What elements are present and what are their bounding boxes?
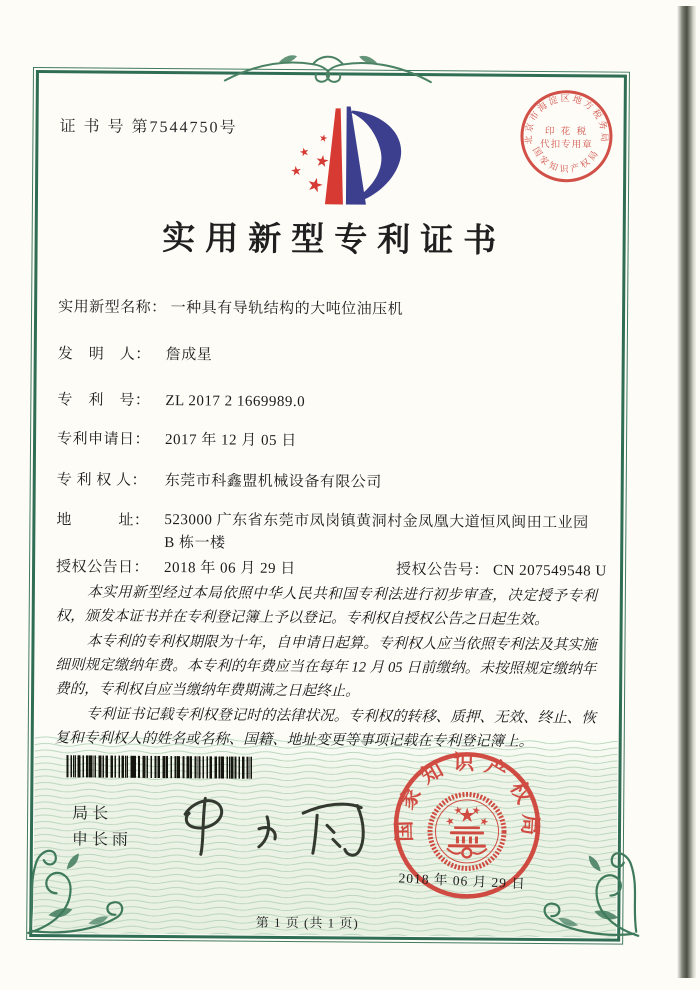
- field-row-patentee: [57, 468, 382, 492]
- field-row-filing-date: [57, 427, 297, 450]
- field-label: 授权公告号：: [395, 561, 490, 579]
- field-label: 专 利 号：: [57, 392, 151, 409]
- paper-edge-shadow: [677, 6, 696, 978]
- field-label: 专利申请日：: [57, 431, 151, 448]
- field-value: ZL 2017 2 1669989.0: [165, 393, 306, 411]
- tax-stamp-ring-bottom: 国家知识产权局: [530, 145, 602, 175]
- cnipa-seal-text: 国家知识产权局: [391, 750, 543, 846]
- field-value: 2017 年 12 月 05 日: [165, 432, 297, 450]
- paragraph-1: 本实用新型经过本局依照中华人民共和国专利法进行初步审查，决定授予专利权，颁发本证书并在专利登记簿上予以登记。专利权自授权公告之日起生效。: [55, 584, 597, 628]
- field-label: 地 址：: [56, 512, 150, 529]
- field-row-patent-number: [57, 388, 305, 411]
- signer-block: [72, 806, 132, 858]
- svg-text:国家知识产权局: [391, 750, 543, 845]
- barcode: [66, 755, 252, 778]
- field-value: CN 207549548 U: [493, 562, 607, 580]
- field-label: 专 利 权 人：: [56, 472, 148, 489]
- field-grant-number: [396, 558, 607, 581]
- field-row-name: [58, 295, 403, 319]
- tax-stamp-ring-top: 北京市海淀区地方税务局: [523, 93, 610, 145]
- tax-withholding-stamp: [516, 86, 617, 187]
- field-value: 523000 广东省东莞市凤岗镇黄洞村金凤凰大道恒风闽田工业园 B 栋一楼: [164, 512, 589, 552]
- paragraph-3: 专利证书记载专利权登记时的法律状况。专利权的转移、质押、无效、终止、恢复和专利权人的姓名或名称、国籍、地址变更等事项记载在专利登记簿上。: [54, 706, 596, 750]
- certificate-number: 证 书 号 第7544750号: [59, 118, 238, 137]
- legal-text: [55, 581, 597, 757]
- svg-text:北京市海淀区地方税务局: [522, 92, 611, 145]
- signer-name: 申长雨: [71, 831, 133, 849]
- page-number: 第 1 页 (共 1 页): [255, 914, 359, 931]
- tax-stamp-line1: 印 花 税: [544, 127, 589, 138]
- field-label: 实用新型名称：: [58, 299, 167, 317]
- field-value: 东莞市科鑫盟机械设备有限公司: [164, 473, 382, 491]
- field-row-address: [56, 508, 596, 559]
- field-value: 一种具有导轨结构的大吨位油压机: [170, 300, 404, 318]
- field-label: 发 明 人：: [57, 346, 151, 363]
- top-border-flourish: [219, 48, 437, 102]
- certificate-title: 实用新型专利证书: [162, 221, 507, 260]
- signer-title: 局长: [72, 805, 113, 823]
- national-emblem: [430, 794, 505, 869]
- cnipa-logo: [279, 105, 422, 208]
- field-row-inventor: [58, 342, 213, 364]
- director-signature: [175, 788, 381, 868]
- logo-red-wedge: [325, 108, 344, 204]
- field-row-grant: [56, 555, 607, 580]
- paragraph-2: 本专利的专利权期限为十年，自申请日起算。专利权人应当依照专利法及其实施细则规定缴纳年费。本专利的年费应当在每年 12 月 05 日前缴纳。未按照规定缴纳年费的，专利权自应当缴纳年费期满之日起终止。: [55, 633, 597, 700]
- tax-stamp-line2: 代扣专用章: [540, 139, 593, 151]
- field-label: 授权公告日：: [56, 559, 150, 576]
- logo-blue-wedge: [346, 106, 367, 204]
- patent-certificate: [26, 67, 630, 945]
- seal-date: 2018 年 06 月 29 日: [398, 870, 527, 892]
- field-value: 詹成星: [165, 347, 213, 364]
- logo-stars: [290, 133, 329, 193]
- field-value: 2018 年 06 月 29 日: [164, 560, 296, 578]
